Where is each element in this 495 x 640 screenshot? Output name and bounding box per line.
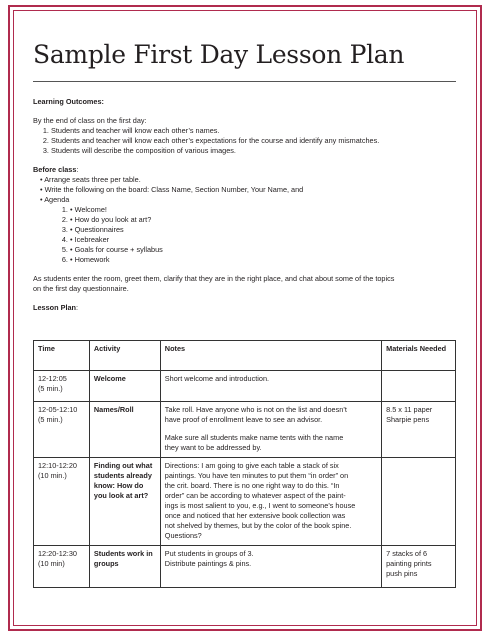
learning-outcomes-list [33,126,457,156]
notes-cell [160,371,381,402]
notes-paragraph [165,433,377,453]
learning-outcomes-intro: By the end of class on the first day: [33,116,147,125]
before-class-label: Before class [33,165,77,174]
title-divider [33,81,456,82]
notes-cell [160,458,381,546]
cell-line: (10 min.) [38,471,67,480]
cell-line: once and noticed that her extensive book collection was [164,511,346,520]
before-class-colon: : [76,165,79,174]
column-header-activity: Activity [89,341,160,371]
arrival-line: on the first day questionnaire. [33,284,129,293]
before-class-item: • Write the following on the board: Class Name, Section Number, Your Name, and [40,185,457,195]
agenda-item: • 3. Questionnaires [70,225,457,235]
table-row [34,371,456,402]
table-row [34,546,456,588]
activity-cell [89,402,160,458]
cell-line: the crit. board. There is no one right way to do this. “In [164,481,340,490]
activity-cell [89,546,160,588]
outcome-item: 1. Students and teacher will know each other’s names. [51,126,457,136]
cell-line: Distribute paintings & pins. [164,559,252,568]
cell-line: (5 min.) [38,415,63,424]
table-row [34,402,456,458]
before-class-heading [33,165,457,175]
cell-line: Make sure all students make name tents with the name [164,433,344,442]
notes-paragraph [165,549,377,569]
cell-line: Put students in groups of 3. [164,549,254,558]
activity-cell [89,371,160,402]
column-header-materials: Materials Needed [382,341,456,371]
time-cell [34,402,90,458]
cell-line: painting prints [386,559,432,568]
before-class-item: • Arrange seats three per table. [40,175,457,185]
page-title: Sample First Day Lesson Plan [33,40,405,69]
cell-line: have proof of enrollment leave to see an advisor. [164,415,323,424]
activity-cell [89,458,160,546]
notes-paragraph [165,461,377,541]
cell-line: Take roll. Have anyone who is not on the list and doesn’t [164,405,347,414]
before-class-list [33,175,457,265]
cell-line: Names/Roll [93,405,134,414]
materials-cell [382,546,456,588]
cell-line: (10 min) [38,559,65,568]
cell-line: Directions: I am going to give each table a stack of six [164,461,339,470]
agenda-label: Agenda [44,195,70,204]
time-cell [34,546,90,588]
materials-cell [382,371,456,402]
cell-line: 12:20-12:30 [38,549,77,558]
lesson-plan-heading [33,303,457,313]
agenda-list [40,205,457,265]
cell-line: know: How do [93,481,144,490]
cell-line: Welcome [93,374,126,383]
arrival-paragraph [33,274,457,294]
lesson-plan-label: Lesson Plan [33,303,76,312]
cell-line: order” can be according to whatever aspect of the paint- [164,491,346,500]
time-cell [34,458,90,546]
cell-line: 12-05-12:10 [38,405,78,414]
materials-cell [382,458,456,546]
time-cell [34,371,90,402]
cell-line: they want to be addressed by. [164,443,262,452]
before-class-item [40,195,457,265]
cell-line: Students work in [93,549,153,558]
cell-line: 8.5 x 11 paper [386,405,433,414]
cell-line: push pins [386,569,418,578]
agenda-item: • 1. Welcome! [70,205,457,215]
lesson-plan-colon: : [75,303,79,312]
cell-line: 12:10-12:20 [38,461,77,470]
arrival-line: As students enter the room, greet them, clarify that they are in the right place, and chat about some of the topics [33,274,395,283]
agenda-item: • 5. Goals for course + syllabus [70,245,457,255]
outcome-item: 3. Students will describe the composition of various images. [51,146,457,156]
cell-line: you look at art? [93,491,149,500]
agenda-item: • 4. Icebreaker [70,235,457,245]
column-header-notes: Notes [160,341,381,371]
agenda-item: • 6. Homework [70,255,457,265]
cell-line: Finding out what [93,461,153,470]
materials-cell [382,402,456,458]
cell-line: not shelved by themes, but by the color of the book spine. [164,521,352,530]
notes-cell [160,402,381,458]
cell-line: groups [93,559,119,568]
cell-line: paintings. You have ten minutes to put them “in order” on [164,471,349,480]
cell-line: Questions? [164,531,202,540]
lesson-plan-table [33,340,456,588]
table-header-row [34,341,456,371]
outcome-item: 2. Students and teacher will know each other’s expectations for the course and identify any mismatches. [51,136,457,146]
cell-line: Short welcome and introduction. [164,374,270,383]
notes-cell [160,546,381,588]
cell-line: ings is most salient to you, e.g., I went to someone’s house [164,501,356,510]
learning-outcomes-heading: Learning Outcomes: [33,97,104,106]
cell-line: Sharpie pens [386,415,430,424]
column-header-time: Time [34,341,90,371]
cell-line: (5 min.) [38,384,63,393]
agenda-item: • 2. How do you look at art? [70,215,457,225]
document-body [33,97,457,313]
cell-line: 12-12:05 [38,374,67,383]
table-row [34,458,456,546]
cell-line: students already [93,471,152,480]
notes-paragraph [165,374,377,384]
cell-line: 7 stacks of 6 [386,549,428,558]
notes-paragraph [165,405,377,425]
